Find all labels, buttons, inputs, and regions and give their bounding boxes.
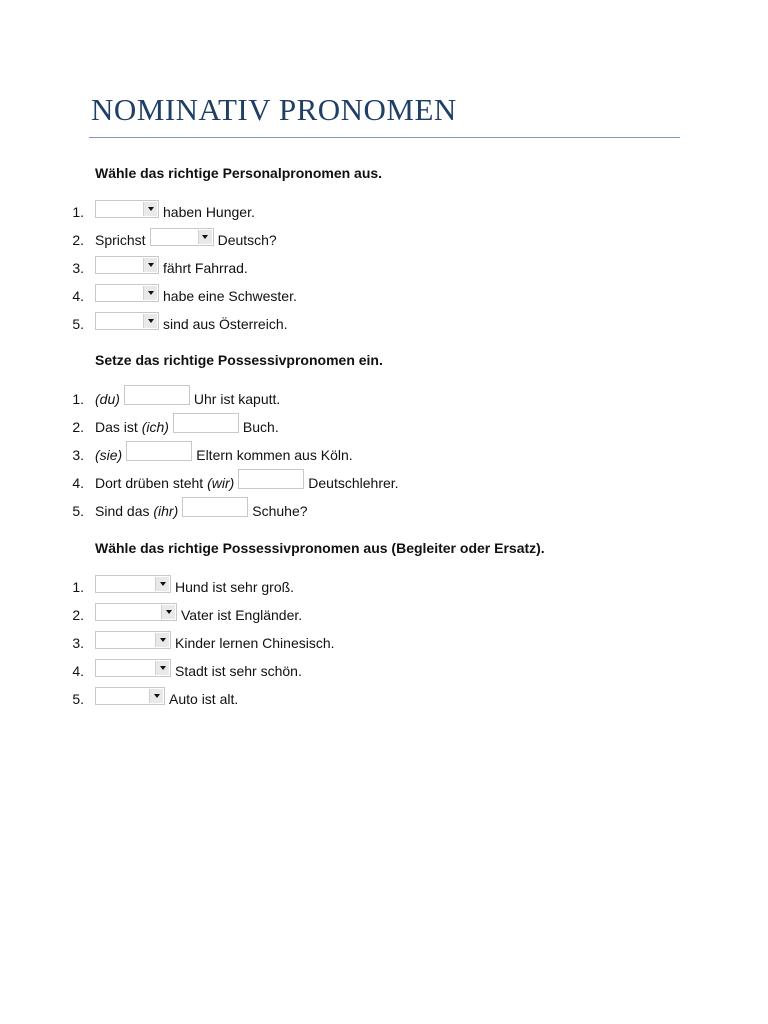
answer-input[interactable] bbox=[124, 385, 190, 405]
answer-input[interactable] bbox=[173, 413, 239, 433]
sentence-text: Sprichst bbox=[95, 232, 146, 248]
hint-text: (ihr) bbox=[153, 503, 179, 519]
s3-item-1 bbox=[0, 573, 768, 601]
sentence-text: Deutsch? bbox=[217, 232, 277, 248]
item-number: 3. bbox=[72, 260, 84, 276]
item-number: 5. bbox=[72, 316, 84, 332]
hint-text: (du) bbox=[95, 391, 120, 407]
s2-item-1 bbox=[0, 385, 768, 413]
item-number: 3. bbox=[72, 635, 84, 651]
sentence-text: Vater ist Engländer. bbox=[181, 607, 303, 623]
sentence-text: sind aus Österreich. bbox=[163, 316, 288, 332]
s1-item-3 bbox=[0, 254, 768, 282]
pronoun-dropdown[interactable] bbox=[150, 228, 214, 246]
possessive-dropdown[interactable] bbox=[95, 603, 177, 621]
answer-input[interactable] bbox=[182, 497, 248, 517]
item-number: 4. bbox=[72, 475, 84, 491]
section2-heading: Setze das richtige Possessivpronomen ein. bbox=[95, 352, 383, 368]
s2-item-2 bbox=[0, 413, 768, 441]
possessive-dropdown[interactable] bbox=[95, 631, 171, 649]
s2-item-3 bbox=[0, 441, 768, 469]
chevron-down-icon bbox=[143, 286, 157, 300]
answer-input[interactable] bbox=[126, 441, 192, 461]
title-underline bbox=[89, 137, 680, 138]
chevron-down-icon bbox=[198, 230, 212, 244]
sentence-text: Buch. bbox=[242, 419, 279, 435]
sentence-text: Auto ist alt. bbox=[169, 691, 239, 707]
chevron-down-icon bbox=[143, 202, 157, 216]
sentence-text: Eltern kommen aus Köln. bbox=[196, 447, 353, 463]
chevron-down-icon bbox=[149, 689, 163, 703]
chevron-down-icon bbox=[143, 314, 157, 328]
s3-item-2 bbox=[0, 601, 768, 629]
hint-text: (wir) bbox=[207, 475, 235, 491]
s2-item-4 bbox=[0, 469, 768, 497]
item-number: 1. bbox=[72, 391, 84, 407]
item-number: 1. bbox=[72, 579, 84, 595]
s1-item-2 bbox=[0, 226, 768, 254]
sentence-text: Stadt ist sehr schön. bbox=[175, 663, 302, 679]
sentence-text: fährt Fahrrad. bbox=[163, 260, 248, 276]
possessive-dropdown[interactable] bbox=[95, 575, 171, 593]
possessive-dropdown[interactable] bbox=[95, 659, 171, 677]
hint-text: (ich) bbox=[141, 419, 169, 435]
item-number: 1. bbox=[72, 204, 84, 220]
sentence-text: Schuhe? bbox=[252, 503, 308, 519]
item-number: 2. bbox=[72, 232, 84, 248]
chevron-down-icon bbox=[161, 605, 175, 619]
pronoun-dropdown[interactable] bbox=[95, 312, 159, 330]
sentence-text: Dort drüben steht bbox=[95, 475, 204, 491]
sentence-text: Das ist bbox=[95, 419, 138, 435]
item-number: 5. bbox=[72, 503, 84, 519]
chevron-down-icon bbox=[155, 633, 169, 647]
s3-item-5 bbox=[0, 685, 768, 713]
sentence-text: habe eine Schwester. bbox=[163, 288, 297, 304]
sentence-text: Kinder lernen Chinesisch. bbox=[175, 635, 335, 651]
answer-input[interactable] bbox=[238, 469, 304, 489]
s3-item-3 bbox=[0, 629, 768, 657]
possessive-dropdown[interactable] bbox=[95, 687, 165, 705]
pronoun-dropdown[interactable] bbox=[95, 284, 159, 302]
item-number: 2. bbox=[72, 607, 84, 623]
sentence-text: Uhr ist kaputt. bbox=[193, 391, 281, 407]
s1-item-4 bbox=[0, 282, 768, 310]
s3-item-4 bbox=[0, 657, 768, 685]
pronoun-dropdown[interactable] bbox=[95, 256, 159, 274]
item-number: 5. bbox=[72, 691, 84, 707]
chevron-down-icon bbox=[155, 661, 169, 675]
section1-heading: Wähle das richtige Personalpronomen aus. bbox=[95, 165, 383, 181]
sentence-text: Sind das bbox=[95, 503, 150, 519]
chevron-down-icon bbox=[155, 577, 169, 591]
s1-item-1 bbox=[0, 198, 768, 226]
item-number: 2. bbox=[72, 419, 84, 435]
sentence-text: Hund ist sehr groß. bbox=[175, 579, 295, 595]
sentence-text: Deutschlehrer. bbox=[308, 475, 399, 491]
chevron-down-icon bbox=[143, 258, 157, 272]
section3-heading: Wähle das richtige Possessivpronomen aus (Begleiter oder Ersatz). bbox=[95, 540, 545, 556]
pronoun-dropdown[interactable] bbox=[95, 200, 159, 218]
sentence-text: haben Hunger. bbox=[163, 204, 255, 220]
item-number: 3. bbox=[72, 447, 84, 463]
item-number: 4. bbox=[72, 663, 84, 679]
s1-item-5 bbox=[0, 310, 768, 338]
s2-item-5 bbox=[0, 497, 768, 525]
item-number: 4. bbox=[72, 288, 84, 304]
page-title: NOMINATIV PRONOMEN bbox=[91, 92, 457, 127]
hint-text: (sie) bbox=[95, 447, 123, 463]
